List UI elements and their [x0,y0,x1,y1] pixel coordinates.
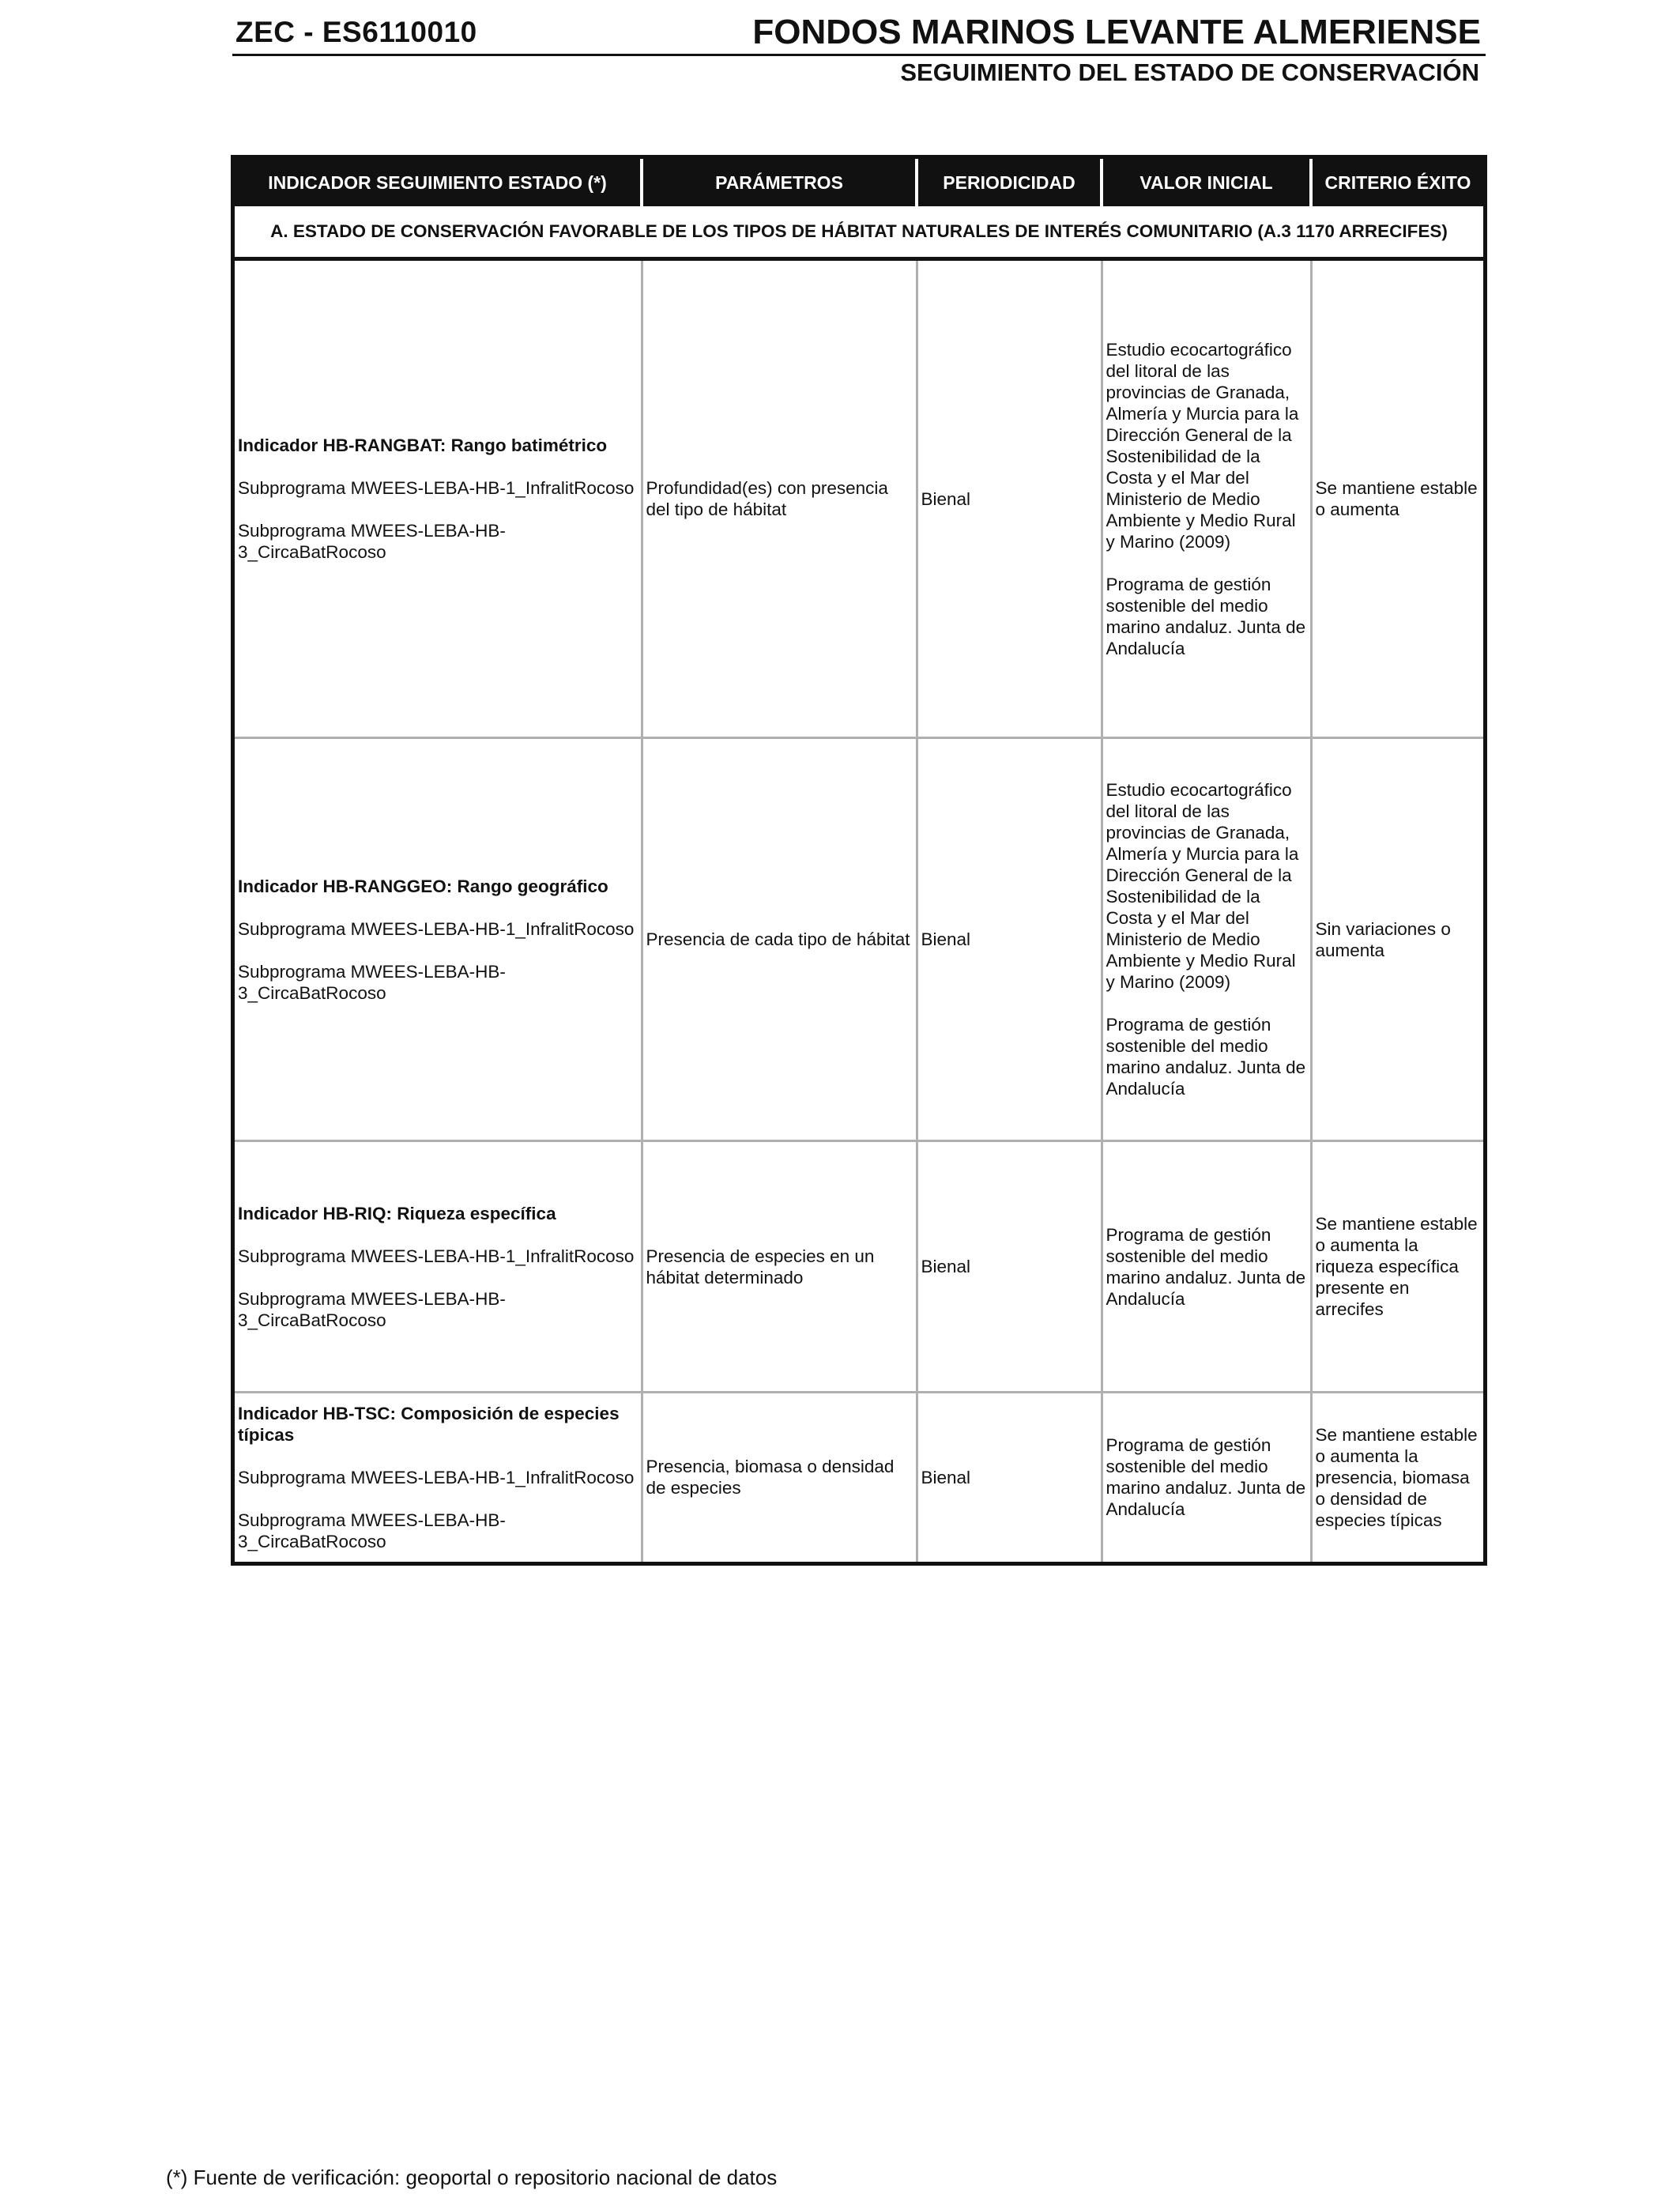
valor-inicial-source: Estudio ecocartográfico del litoral de las provincias de Granada, Almería y Murcia para la Dirección General de la Sostenibilidad de la Costa y el Mar del Ministerio de Medio Ambiente y Medio Rural y Marino (2009) [1106,339,1299,552]
monitoring-table [231,155,1487,1566]
column-header-periodicidad: PERIODICIDAD [917,159,1102,206]
valor-inicial-source: Programa de gestión sostenible del medio marino andaluz. Junta de Andalucía [1106,1435,1306,1520]
table-row [235,738,1483,1141]
column-header-parametros: PARÁMETROS [642,159,917,206]
parametros-cell: Presencia, biomasa o densidad de especies [642,1393,917,1562]
criterio-exito-cell: Se mantiene estable o aumenta la presencia, biomasa o densidad de especies típicas [1311,1393,1483,1562]
indicator-cell [235,1393,642,1562]
parametros-cell: Profundidad(es) con presencia del tipo de hábitat [642,259,917,738]
indicator-cell [235,259,642,738]
indicator-title: Indicador HB-TSC: Composición de especies típicas [238,1403,620,1445]
column-header-valor-inicial: VALOR INICIAL [1102,159,1311,206]
zec-code: ZEC - ES6110010 [235,16,477,48]
site-name: FONDOS MARINOS LEVANTE ALMERIENSE [752,13,1481,51]
criterio-exito-cell: Se mantiene estable o aumenta [1311,259,1483,738]
periodicidad-cell: Bienal [917,738,1102,1141]
table-row [235,259,1483,738]
valor-inicial-source: Programa de gestión sostenible del medio marino andaluz. Junta de Andalucía [1106,1015,1306,1099]
periodicidad-cell: Bienal [917,1393,1102,1562]
parametros-cell: Presencia de especies en un hábitat determinado [642,1141,917,1393]
indicator-title: Indicador HB-RIQ: Riqueza específica [238,1203,556,1223]
column-header-criterio-exito: CRITERIO ÉXITO [1311,159,1483,206]
valor-inicial-cell [1102,738,1311,1141]
subprogram-label: Subprograma MWEES-LEBA-HB-1_InfralitRocoso [238,1246,635,1266]
subprogram-label: Subprograma MWEES-LEBA-HB-3_CircaBatRocoso [238,1288,506,1330]
section-title: A. ESTADO DE CONSERVACIÓN FAVORABLE DE LOS TIPOS DE HÁBITAT NATURALES DE INTERÉS COMUNITARIO (A.3 1170 ARRECIFES) [235,206,1483,259]
section-row [235,206,1483,259]
indicator-cell [235,1141,642,1393]
subprogram-label: Subprograma MWEES-LEBA-HB-1_InfralitRocoso [238,1467,635,1487]
document-subtitle: SEGUIMIENTO DEL ESTADO DE CONSERVACIÓN [900,58,1479,86]
valor-inicial-cell [1102,259,1311,738]
footnote: (*) Fuente de verificación: geoportal o repositorio nacional de datos [166,2166,778,2189]
valor-inicial-cell [1102,1141,1311,1393]
valor-inicial-source: Programa de gestión sostenible del medio marino andaluz. Junta de Andalucía [1106,1224,1306,1309]
subprogram-label: Subprograma MWEES-LEBA-HB-3_CircaBatRocoso [238,1510,506,1551]
valor-inicial-source: Programa de gestión sostenible del medio marino andaluz. Junta de Andalucía [1106,574,1306,658]
periodicidad-cell: Bienal [917,259,1102,738]
valor-inicial-cell [1102,1393,1311,1562]
table-row [235,1393,1483,1562]
column-header-indicador: INDICADOR SEGUIMIENTO ESTADO (*) [235,159,642,206]
indicator-cell [235,738,642,1141]
criterio-exito-cell: Se mantiene estable o aumenta la riqueza específica presente en arrecifes [1311,1141,1483,1393]
table-header-row [235,159,1483,206]
subprogram-label: Subprograma MWEES-LEBA-HB-1_InfralitRocoso [238,478,635,498]
criterio-exito-cell: Sin variaciones o aumenta [1311,738,1483,1141]
indicator-title: Indicador HB-RANGGEO: Rango geográfico [238,876,608,896]
valor-inicial-source: Estudio ecocartográfico del litoral de las provincias de Granada, Almería y Murcia para la Dirección General de la Sostenibilidad de la Costa y el Mar del Ministerio de Medio Ambiente y Medio Rural y Marino (2009) [1106,780,1299,992]
periodicidad-cell: Bienal [917,1141,1102,1393]
subprogram-label: Subprograma MWEES-LEBA-HB-1_InfralitRocoso [238,918,635,939]
subprogram-label: Subprograma MWEES-LEBA-HB-3_CircaBatRocoso [238,521,506,562]
indicator-title: Indicador HB-RANGBAT: Rango batimétrico [238,435,608,455]
table-row [235,1141,1483,1393]
page-header [232,11,1486,56]
subprogram-label: Subprograma MWEES-LEBA-HB-3_CircaBatRocoso [238,961,506,1003]
parametros-cell: Presencia de cada tipo de hábitat [642,738,917,1141]
